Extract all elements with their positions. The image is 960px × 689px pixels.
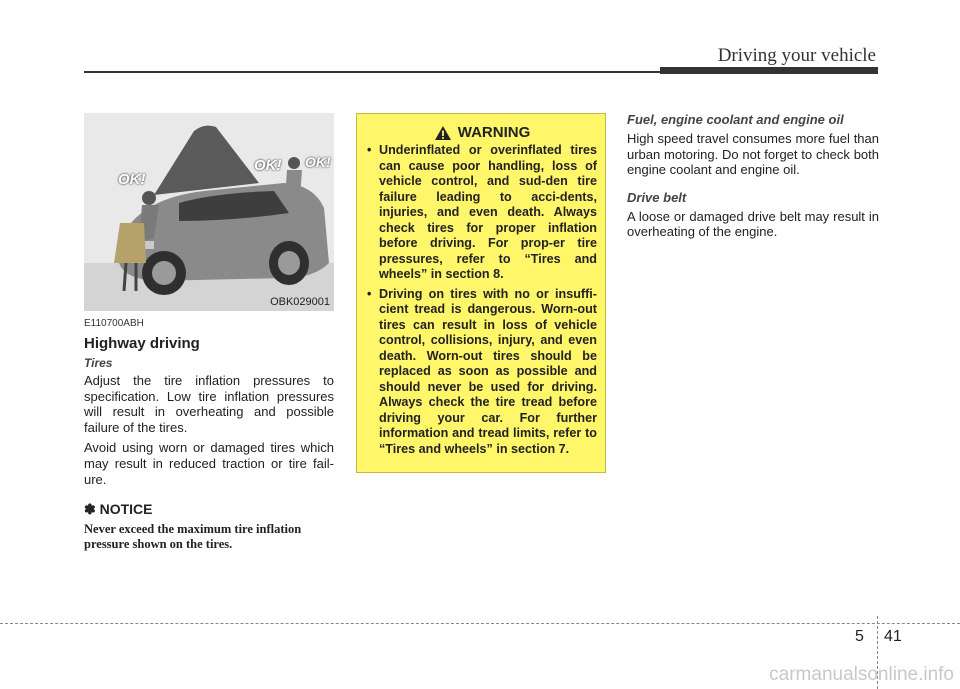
tires-paragraph-2: Avoid using worn or damaged tires which may result in reduced traction or tire fail-ure. (84, 440, 334, 487)
left-column (84, 318, 334, 552)
warning-box (356, 113, 606, 473)
warning-triangle-icon (434, 125, 452, 141)
tires-paragraph-1: Adjust the tire inflation pressures to specification. Low tire inflation pressures will result in overheating and possible failure of the tires. (84, 373, 334, 435)
warning-item: • Driving on tires with no or insuffi-cient tread is dangerous. Worn-out tires can result in loss of vehicle control, collisions, injury, and even death. Worn-out tires should be replaced as soon as possible and should never be used for driving. Always check the tire tread before driving your car. For further information and tread limits, refer to “Tires and wheels” in section 7. (367, 287, 597, 458)
ok-label-right: OK! (305, 154, 331, 170)
image-code: OBK029001 (270, 296, 330, 308)
section-heading: Highway driving (84, 335, 200, 352)
fuel-subheading: Fuel, engine coolant and engine oil (627, 112, 844, 127)
fuel-paragraph: High speed travel consumes more fuel than urban motoring. Do not forget to check both engine coolant and engine oil. (627, 131, 879, 178)
drive-belt-subheading: Drive belt (627, 189, 687, 205)
footer-rule (0, 623, 960, 624)
header-rule-accent (660, 67, 878, 74)
page-header-title: Driving your vehicle (717, 45, 876, 66)
warning-title: WARNING (457, 124, 531, 141)
page-chapter: 5 (855, 628, 864, 645)
warning-list (367, 143, 597, 457)
section-code: E110700ABH (84, 318, 144, 329)
ok-label-middle: OK! (254, 157, 282, 174)
drive-belt-paragraph: A loose or damaged drive belt may result in overheating of the engine. (627, 208, 879, 240)
warning-item: • Underinflated or overinflated tires can cause poor handling, loss of vehicle control, and sud-den tire failure leading to acci-dents, injuries, and even death. Always check tires for proper inflation before driving. For prop-er tire pressures, refer to “Tires and wheels” in section 8. (367, 143, 597, 283)
car-illustration (84, 113, 334, 311)
watermark: carmanualsonline.info (769, 664, 954, 685)
notice-title: ✽ NOTICE (84, 501, 153, 518)
warning-header (367, 124, 597, 141)
ok-label-left: OK! (118, 171, 146, 188)
tires-subheading: Tires (84, 356, 113, 370)
right-column (627, 112, 879, 252)
header-rule (84, 71, 660, 73)
page-number: 41 (884, 628, 902, 645)
notice-text: Never exceed the maximum tire inflation pressure shown on the tires. (84, 522, 302, 552)
